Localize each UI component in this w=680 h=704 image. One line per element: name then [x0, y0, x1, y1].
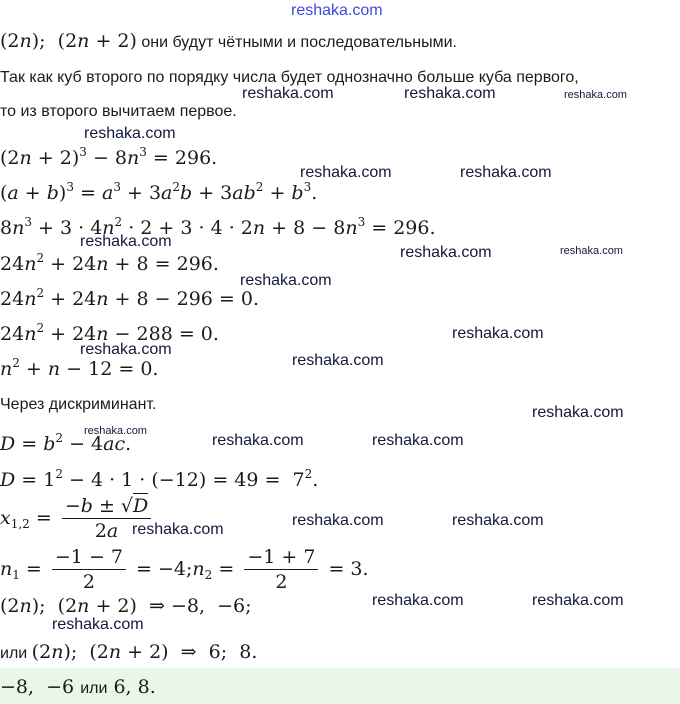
watermark: reshaka.com [132, 521, 224, 538]
intro-text: они будут чётными и последовательными. [141, 34, 457, 51]
equation-moved: $24n^2 + 24n + 8 - 296 = 0$. [0, 286, 259, 310]
roots-fraction: $\frac{-b \pm √D}{2a}$ [62, 497, 151, 541]
discriminant-formula: $D = b^2 - 4ac$. [0, 431, 132, 455]
answer-text: −8, −6 или 6, 8. [0, 676, 156, 698]
watermark: reshaka.com [80, 341, 172, 358]
roots-values: $n_1$ = $\frac{-1 - 7}{2}$ = $-4;n_2$ = $\frac{-1 + 7}{2}$ = 3. [0, 546, 369, 593]
watermark: reshaka.com [292, 512, 384, 529]
or-text: или [0, 645, 28, 662]
explanation-text: Так как куб второго по порядку числа будет однозначно больше куба первого, [0, 69, 579, 86]
answer-box [0, 668, 680, 704]
watermark: reshaka.com [404, 85, 496, 102]
equation-simplified: $24n^2 + 24n + 8 = 296$. [0, 251, 219, 275]
watermark: reshaka.com [452, 512, 544, 529]
equation-reduced: $n^2 + n - 12 = 0$. [0, 356, 159, 380]
watermark: reshaka.com [532, 404, 624, 421]
watermark: reshaka.com [242, 85, 334, 102]
explanation-text-2: то из второго вычитаем первое. [0, 103, 237, 120]
watermark: reshaka.com [564, 89, 627, 101]
watermark: reshaka.com [84, 425, 147, 437]
watermark: reshaka.com [460, 164, 552, 181]
discriminant-value: $D = 1^2 - 4 \cdot 1 \cdot (-12) = 49 = 7^2$. [0, 467, 319, 491]
watermark: reshaka.com [212, 432, 304, 449]
watermark: reshaka.com [560, 245, 623, 257]
math-expression: (2n); (2n + 2) [0, 30, 137, 52]
discriminant-heading: Через дискриминант. [0, 396, 157, 413]
math-line-consecutive-numbers [0, 32, 457, 52]
site-logo-watermark: reshaka.com [291, 2, 383, 19]
roots-formula: $x_{1,2}$ = $\frac{-b \pm √D}{2a}$ [0, 497, 155, 541]
pair-first: (2n); (2n + 2) ⇒ −8, −6; [0, 595, 252, 617]
pair-second: или (2n); (2n + 2) ⇒ 6; 8. [0, 641, 258, 663]
watermark: reshaka.com [240, 272, 332, 289]
watermark: reshaka.com [452, 325, 544, 342]
equation-combined: $24n^2 + 24n - 288 = 0$. [0, 321, 219, 345]
equation-expanded: $8n^3 + 3 \cdot 4n^2 \cdot 2 + 3 \cdot 4 \cdot 2n + 8 - 8n^3 = 296$. [0, 215, 436, 239]
equation-cube-formula: $(a + b)^3 = a^3 + 3a^2b + 3ab^2 + b^3$. [0, 180, 318, 204]
watermark: reshaka.com [292, 352, 384, 369]
watermark: reshaka.com [52, 616, 144, 633]
watermark: reshaka.com [400, 244, 492, 261]
watermark: reshaka.com [372, 432, 464, 449]
watermark: reshaka.com [84, 125, 176, 142]
watermark: reshaka.com [80, 233, 172, 250]
equation-cube-difference: $(2n + 2)^3 - 8n^3 = 296$. [0, 145, 218, 169]
watermark: reshaka.com [300, 164, 392, 181]
watermark: reshaka.com [372, 592, 464, 609]
watermark: reshaka.com [532, 592, 624, 609]
